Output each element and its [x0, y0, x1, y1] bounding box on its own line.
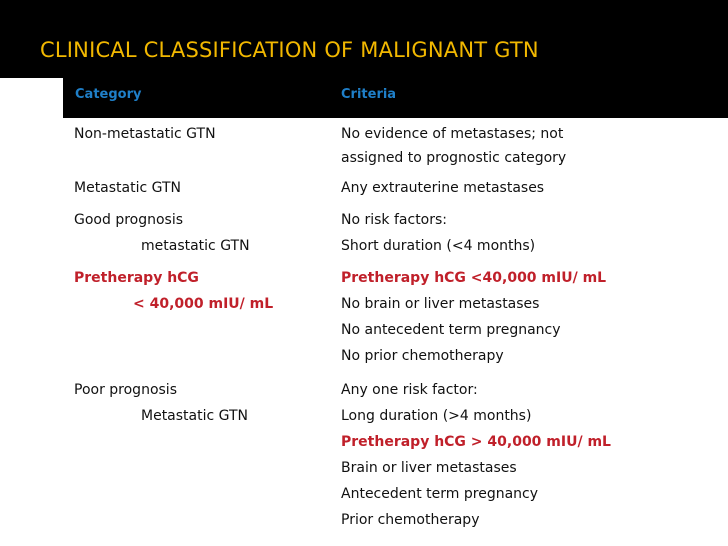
- slide-title: CLINICAL CLASSIFICATION OF MALIGNANT GTN: [40, 38, 539, 62]
- row-criteria: Any one risk factor:: [341, 382, 478, 398]
- row-criteria-highlight: Pretherapy hCG > 40,000 mIU/ mL: [341, 434, 611, 450]
- row-criteria: No risk factors:: [341, 212, 448, 228]
- row-criteria: Long duration (>4 months): [341, 408, 532, 424]
- header-criteria: Criteria: [341, 87, 397, 102]
- row-criteria: Short duration (<4 months): [341, 238, 536, 254]
- row-criteria: No prior chemotherapy: [341, 348, 504, 364]
- row-criteria: No evidence of metastases; not: [341, 126, 564, 142]
- header-category: Category: [75, 87, 142, 102]
- row-category: Poor prognosis: [74, 382, 177, 398]
- classification-table: [63, 78, 728, 546]
- row-criteria: Antecedent term pregnancy: [341, 486, 539, 502]
- row-category: Metastatic GTN: [74, 180, 182, 196]
- row-criteria: Any extrauterine metastases: [341, 180, 545, 196]
- table-header: [63, 78, 728, 116]
- row-category: Metastatic GTN: [141, 408, 249, 424]
- row-category-highlight: < 40,000 mIU/ mL: [133, 296, 274, 312]
- header-divider: [63, 116, 728, 118]
- row-category: Good prognosis: [74, 212, 184, 228]
- row-criteria: Brain or liver metastases: [341, 460, 517, 476]
- row-criteria: No antecedent term pregnancy: [341, 322, 561, 338]
- row-criteria: assigned to prognostic category: [341, 150, 567, 166]
- title-bar: [0, 0, 728, 78]
- row-criteria: Prior chemotherapy: [341, 512, 480, 528]
- row-category: Non-metastatic GTN: [74, 126, 216, 142]
- row-criteria: No brain or liver metastases: [341, 296, 540, 312]
- row-criteria-highlight: Pretherapy hCG <40,000 mIU/ mL: [341, 270, 607, 286]
- row-category-highlight: Pretherapy hCG: [74, 270, 199, 286]
- row-category: metastatic GTN: [141, 238, 250, 254]
